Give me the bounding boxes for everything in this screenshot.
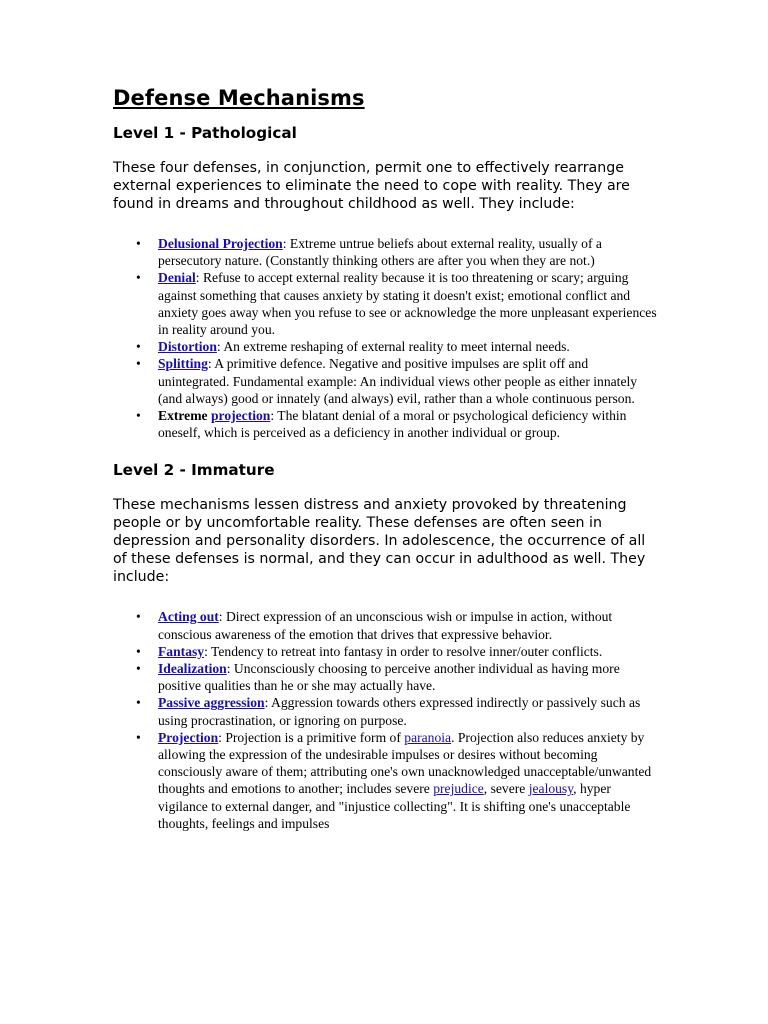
definition-text: : A primitive defence. Negative and positive impulses are split off and unintegrated. Fundamental example: An individual views other people as either innately (and always) good or innately (and always) evil, rather than a whole continuous person. (158, 356, 638, 406)
term-prefix: Extreme (158, 408, 211, 424)
list-item (136, 608, 658, 642)
term-link-idealization[interactable]: Idealization (158, 661, 227, 677)
list-item (136, 694, 658, 728)
list-item (136, 355, 658, 407)
term-link-denial[interactable]: Denial (158, 270, 196, 286)
link-prejudice[interactable]: prejudice (433, 781, 484, 797)
definition-text: . Projection also reduces anxiety by allowing the expression of the undesirable impulses or desires without becoming consciously aware of them; attributing one's own unacknowledged unacceptable/unwanted thoughts and emotions to another; includes severe (158, 729, 652, 797)
bullet-icon: • (136, 408, 141, 424)
definition-text: : Refuse to accept external reality because it is too threatening or scary; arguing against something that causes anxiety by stating it doesn't exist; emotional conflict and anxiety goes away when you refuse to see or acknowledge the more unpleasant experiences in reality around you. (158, 270, 657, 338)
level2-heading: Level 2 - Immature (113, 461, 275, 480)
page-title: Defense Mechanisms (113, 86, 365, 110)
link-jealousy[interactable]: jealousy (528, 781, 574, 797)
definition-text: : An extreme reshaping of external reality to meet internal needs. (216, 339, 570, 355)
level1-list (113, 235, 658, 441)
bullet-icon: • (136, 356, 141, 372)
definition-text: , severe (483, 781, 529, 797)
bullet-icon: • (136, 270, 141, 286)
term-link-acting-out[interactable]: Acting out (158, 609, 219, 625)
definition-text: : Unconsciously choosing to perceive another individual as having more positive qualities than he or she may actually have. (158, 661, 620, 694)
bullet-icon: • (136, 695, 141, 711)
term-link-splitting[interactable]: Splitting (158, 356, 208, 372)
link-paranoia[interactable]: paranoia (404, 729, 452, 745)
bullet-icon: • (136, 609, 141, 625)
term-link-passive-aggression[interactable]: Passive aggression (158, 695, 265, 711)
definition-text: : The blatant denial of a moral or psychological deficiency within oneself, which is perceived as a deficiency in another individual or group. (158, 408, 627, 441)
definition-text: : Extreme untrue beliefs about external reality, usually of a persecutory nature. (Constantly thinking others are after you when they are not.) (158, 236, 602, 269)
level2-section (113, 461, 658, 832)
level1-intro: These four defenses, in conjunction, permit one to effectively rearrange external experiences to eliminate the need to cope with reality. They are found in dreams and throughout childhood as well. They include: (113, 160, 630, 212)
term-link-distortion[interactable]: Distortion (158, 339, 217, 355)
list-item (136, 660, 658, 694)
bullet-icon: • (136, 236, 141, 251)
list-item (136, 729, 658, 832)
level1-section (113, 124, 658, 441)
level2-list (113, 608, 658, 832)
list-item (136, 643, 658, 660)
definition-text: : Tendency to retreat into fantasy in order to resolve inner/outer conflicts. (204, 643, 603, 659)
list-item (136, 235, 658, 269)
bullet-icon: • (136, 661, 141, 677)
term-link-fantasy[interactable]: Fantasy (158, 643, 205, 659)
bullet-icon: • (136, 729, 141, 745)
term-link-delusional-projection[interactable]: Delusional Projection (158, 236, 283, 251)
term-link-projection[interactable]: projection (210, 408, 271, 424)
list-item (136, 269, 658, 338)
level2-intro: These mechanisms lessen distress and anxiety provoked by threatening people or by uncomfortable reality. These defenses are often seen in depression and personality disorders. In adolescence, the occurrence of all of these defenses is normal, and they can occur in adulthood as well. They include: (113, 497, 646, 586)
definition-text: : Direct expression of an unconscious wish or impulse in action, without conscious awareness of the emotion that drives that expressive behavior. (158, 609, 613, 642)
level1-heading: Level 1 - Pathological (113, 124, 297, 142)
bullet-icon: • (136, 643, 141, 659)
definition-text: : Aggression towards others expressed indirectly or passively such as using procrastination, or ignoring on purpose. (158, 695, 641, 728)
bullet-icon: • (136, 339, 141, 355)
term-link-projection-level2[interactable]: Projection (158, 729, 219, 745)
definition-text: : Projection is a primitive form of (218, 729, 405, 745)
list-item (136, 407, 658, 441)
list-item (136, 338, 658, 355)
definition-text: , hyper vigilance to external danger, and "injustice collecting". It is shifting one's unacceptable thoughts, feelings and impulses (158, 781, 631, 831)
